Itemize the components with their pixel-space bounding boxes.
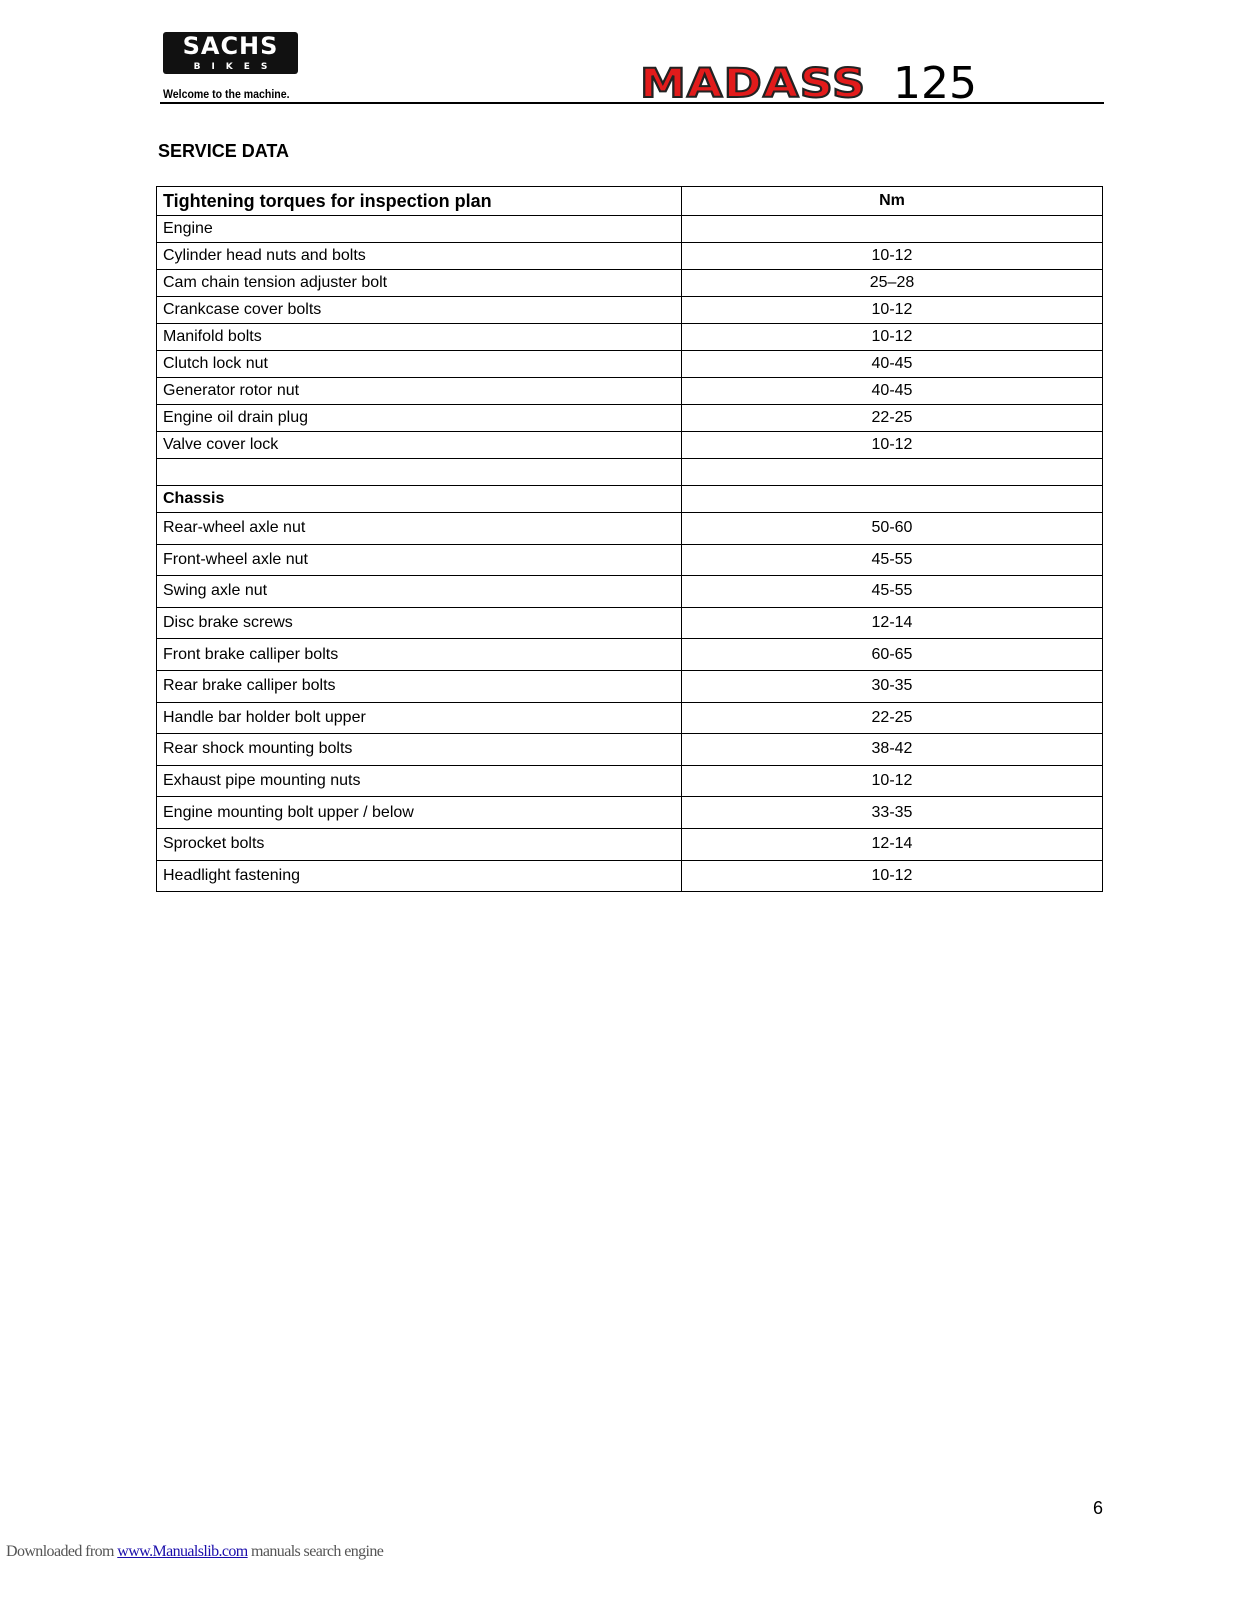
table-row <box>157 765 1103 797</box>
table-row <box>157 797 1103 829</box>
row-item: Cam chain tension adjuster bolt <box>157 270 682 297</box>
table-row <box>157 860 1103 892</box>
row-value: 33-35 <box>682 797 1103 829</box>
row-value: 22-25 <box>682 702 1103 734</box>
row-value: 45-55 <box>682 576 1103 608</box>
page-number: 6 <box>1093 1498 1104 1518</box>
sachs-bikes-logo <box>163 32 298 74</box>
table-row <box>157 351 1103 378</box>
row-value: 12-14 <box>682 828 1103 860</box>
table-row <box>157 670 1103 702</box>
row-item: Rear-wheel axle nut <box>157 513 682 545</box>
table-row <box>157 405 1103 432</box>
chassis-heading: Chassis <box>157 486 682 513</box>
table-row <box>157 607 1103 639</box>
row-item: Generator rotor nut <box>157 378 682 405</box>
row-item: Engine mounting bolt upper / below <box>157 797 682 829</box>
table-header-row <box>157 187 1103 216</box>
row-item: Disc brake screws <box>157 607 682 639</box>
row-item: Front brake calliper bolts <box>157 639 682 671</box>
row-value: 10-12 <box>682 432 1103 459</box>
manualslib-link[interactable]: www.Manualslib.com <box>117 1543 248 1560</box>
row-value: 50-60 <box>682 513 1103 545</box>
row-item: Swing axle nut <box>157 576 682 608</box>
row-item: Valve cover lock <box>157 432 682 459</box>
tagline: Welcome to the machine. <box>163 87 290 101</box>
section-heading-engine <box>157 216 1103 243</box>
row-item: Exhaust pipe mounting nuts <box>157 765 682 797</box>
footer-prefix: Downloaded from <box>6 1543 118 1560</box>
row-item: Rear shock mounting bolts <box>157 734 682 766</box>
row-value: 10-12 <box>682 765 1103 797</box>
row-item: Manifold bolts <box>157 324 682 351</box>
table-row <box>157 297 1103 324</box>
table-row <box>157 324 1103 351</box>
table-row <box>157 702 1103 734</box>
row-value: 10-12 <box>682 297 1103 324</box>
row-value: 40-45 <box>682 378 1103 405</box>
row-value: 45-55 <box>682 544 1103 576</box>
row-item: Clutch lock nut <box>157 351 682 378</box>
table-row <box>157 828 1103 860</box>
row-item: Engine oil drain plug <box>157 405 682 432</box>
spacer-row <box>157 459 1103 486</box>
row-item: Headlight fastening <box>157 860 682 892</box>
engine-heading: Engine <box>157 216 682 243</box>
model-number: 125 <box>893 58 977 109</box>
logo-brand: SACHS <box>182 32 279 60</box>
row-value: 60-65 <box>682 639 1103 671</box>
row-value: 10-12 <box>682 243 1103 270</box>
row-item: Crankcase cover bolts <box>157 297 682 324</box>
logo-brand-sub: BIKES <box>193 62 279 72</box>
table-row <box>157 576 1103 608</box>
row-value: 22-25 <box>682 405 1103 432</box>
row-item: Rear brake calliper bolts <box>157 670 682 702</box>
section-heading-chassis <box>157 486 1103 513</box>
section-title: SERVICE DATA <box>158 141 290 161</box>
torque-table <box>156 186 1103 892</box>
model-logo: MADASS <box>640 61 867 107</box>
row-item: Front-wheel axle nut <box>157 544 682 576</box>
table-row <box>157 270 1103 297</box>
table-row <box>157 243 1103 270</box>
table-row <box>157 432 1103 459</box>
row-value: 10-12 <box>682 324 1103 351</box>
row-item: Cylinder head nuts and bolts <box>157 243 682 270</box>
row-value: 12-14 <box>682 607 1103 639</box>
row-value: 25–28 <box>682 270 1103 297</box>
table-row <box>157 734 1103 766</box>
row-item: Handle bar holder bolt upper <box>157 702 682 734</box>
row-value: 40-45 <box>682 351 1103 378</box>
table-header-unit: Nm <box>682 187 1103 216</box>
header-rule <box>160 102 1104 104</box>
table-row <box>157 378 1103 405</box>
table-row <box>157 544 1103 576</box>
table-row <box>157 513 1103 545</box>
footer-suffix: manuals search engine <box>247 1543 384 1560</box>
row-value: 38-42 <box>682 734 1103 766</box>
table-header-label: Tightening torques for inspection plan <box>157 187 682 216</box>
row-value: 30-35 <box>682 670 1103 702</box>
download-footer <box>6 1543 383 1561</box>
row-value: 10-12 <box>682 860 1103 892</box>
table-row <box>157 639 1103 671</box>
row-item: Sprocket bolts <box>157 828 682 860</box>
